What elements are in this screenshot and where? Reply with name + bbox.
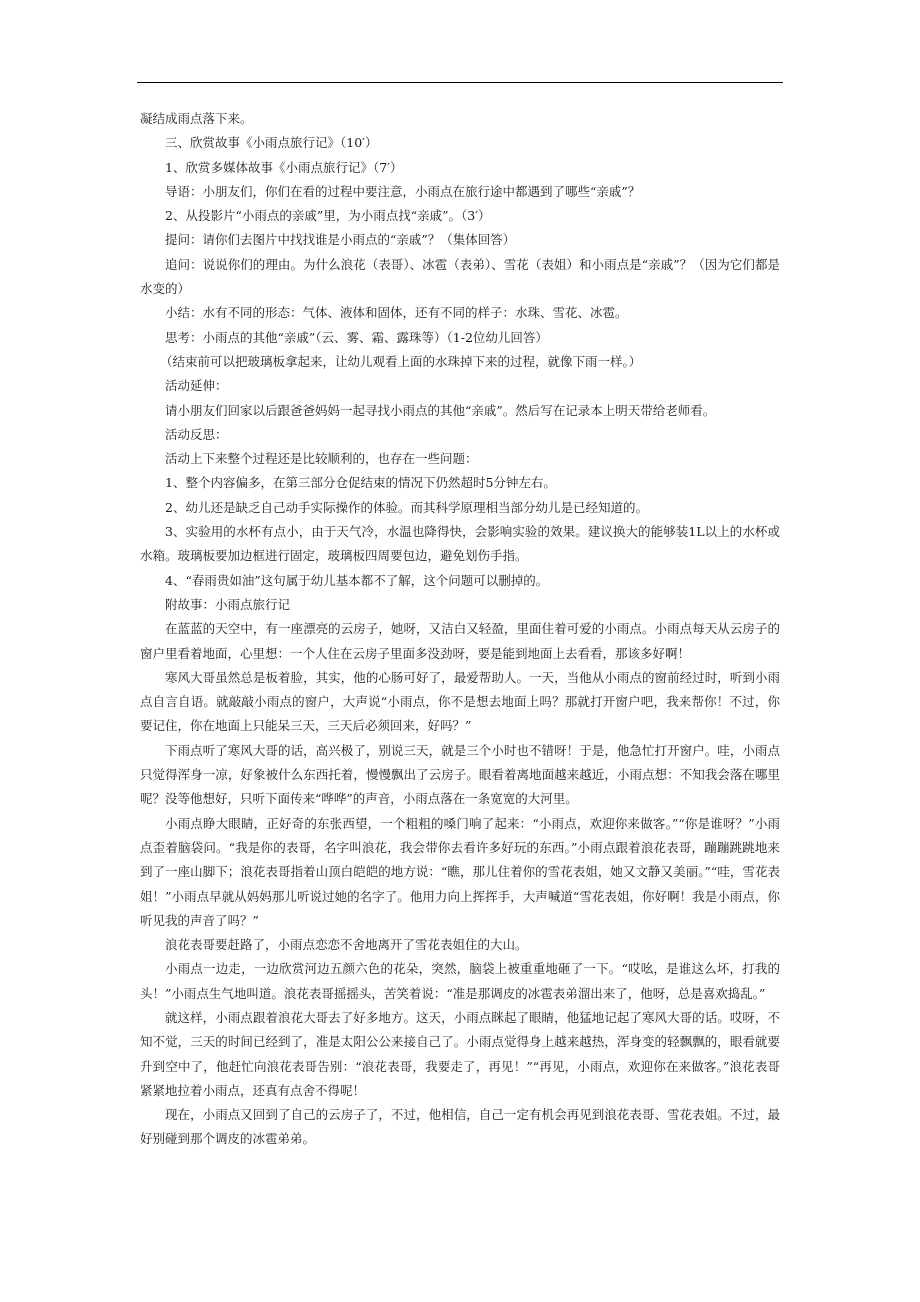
paragraph: 4、“春雨贵如油”这句属于幼儿基本都不了解，这个问题可以删掉的。: [165, 572, 549, 588]
paragraph: 小雨点一边走，一边欣赏河边五颜六色的花朵，突然，脑袋上被重重地砸了一下。“哎吆，是谁这么坏，打我的头！”小雨点生气地叫道。浪花表哥摇摇头，苦笑着说：“准是那调皮的冰雹表弟溜出来了，他呀，总是喜欢捣乱。”: [140, 961, 780, 1001]
paragraph: 小结：水有不同的形态：气体、液体和固体，还有不同的样子：水珠、雪花、冰雹。: [165, 305, 628, 321]
paragraph: 寒风大哥虽然总是板着脸，其实，他的心肠可好了，最爱帮助人。一天，当他从小雨点的窗前经过时，听到小雨点自言自语。就敲敲小雨点的窗户，大声说“小雨点，你不是想去地面上吗？那就打开窗户吧，我来帮你！不过，你要记住，你在地面上只能呆三天，三天后必须回来，好吗？”: [140, 669, 780, 734]
paragraph: 导语：小朋友们，你们在看的过程中要注意，小雨点在旅行途中都遇到了哪些“亲戚”？: [165, 183, 641, 199]
paragraph: 2、幼儿还是缺乏自己动手实际操作的体验。而其科学原理相当部分幼儿是已经知道的。: [165, 499, 648, 515]
paragraph: 就这样，小雨点跟着浪花大哥去了好多地方。这天，小雨点眯起了眼睛，他猛地记起了寒风大哥的话。哎呀，不知不觉，三天的时间已经到了，准是太阳公公来接自己了。小雨点觉得身上越来越热，浑身变的轻飘飘的，眼看就要升到空中了，他赶忙向浪花表哥告别：“浪花表哥，我要走了，再见！”“再见，小雨点，欢迎你在来做客。”浪花表哥紧紧地拉着小雨点，还真有点舍不得呢！: [140, 1009, 780, 1098]
paragraph: 思考：小雨点的其他“亲戚”（云、雾、霜、露珠等）（1-2位幼儿回答）: [165, 329, 548, 345]
paragraph: 凝结成雨点落下来。: [140, 111, 253, 126]
paragraph: 三、欣赏故事《小雨点旅行记》（10′）: [165, 135, 378, 151]
header-rule: [137, 82, 783, 83]
paragraph: 3、实验用的水杯有点小，由于天气冷，水温也降得快，会影响实验的效果。建议换大的能够装1L以上的水杯或水箱。玻璃板要加边框进行固定，玻璃板四周要包边，避免划伤手指。: [140, 524, 780, 564]
paragraph: 浪花表哥要赶路了，小雨点恋恋不舍地离开了雪花表姐住的大山。: [165, 937, 528, 953]
paragraph: 请小朋友们回家以后跟爸爸妈妈一起寻找小雨点的其他“亲戚”。然后写在记录本上明天带给老师看。: [165, 402, 716, 418]
paragraph: 小雨点睁大眼睛，正好奇的东张西望，一个粗粗的嗓门响了起来：“小雨点，欢迎你来做客。”“你是谁呀？”小雨点歪着脑袋问。“我是你的表哥，名字叫浪花，我会带你去看许多好玩的东西。”小雨点跟着浪花表哥，蹦蹦跳跳地来到了一座山脚下；浪花表哥指着山顶白皑皑的地方说：“瞧，那儿住着你的雪花表姐，她又文静又美丽。”“哇，雪花表姐！”小雨点早就从妈妈那儿听说过她的名字了。他用力向上挥挥手，大声喊道“雪花表姐，你好啊！我是小雨点，你听见我的声音了吗？”: [140, 815, 780, 928]
paragraph: 在蓝蓝的天空中，有一座漂亮的云房子，她呀，又洁白又轻盈，里面住着可爱的小雨点。小雨点每天从云房子的窗户里看着地面，心里想：一个人住在云房子里面多没劲呀，要是能到地面上去看看，那该多好啊！: [140, 621, 780, 661]
paragraph: 附故事：小雨点旅行记: [165, 596, 291, 612]
paragraph: 活动上下来整个过程还是比较顺利的，也存在一些问题：: [165, 451, 478, 467]
paragraph: 活动延伸：: [165, 378, 228, 394]
paragraph: 下雨点听了寒风大哥的话，高兴极了，别说三天，就是三个小时也不错呀！于是，他急忙打开窗户。哇，小雨点只觉得浑身一凉，好象被什么东西托着，慢慢飘出了云房子。眼看着离地面越来越近，小雨点想：不知我会落在哪里呢？没等他想好，只听下面传来“哗哗”的声音，小雨点落在一条宽宽的大河里。: [140, 742, 780, 807]
document-body: [140, 107, 780, 1152]
paragraph: 活动反思：: [165, 426, 228, 442]
paragraph: 2、从投影片“小雨点的亲戚”里，为小雨点找“亲戚”。（3′）: [165, 208, 491, 224]
paragraph: （结束前可以把玻璃板拿起来，让幼儿观看上面的水珠掉下来的过程，就像下雨一样。）: [160, 353, 642, 369]
paragraph: 追问：说说你们的理由。为什么浪花（表哥）、冰雹（表弟）、雪花（表姐）和小雨点是“亲戚”？（因为它们都是水变的）: [140, 256, 780, 297]
paragraph: 1、整个内容偏多，在第三部分仓促结束的情况下仍然超时5分钟左右。: [165, 475, 556, 491]
paragraph: 1、欣赏多媒体故事《小雨点旅行记》（7′）: [165, 159, 403, 175]
paragraph: 提问：请你们去图片中找找谁是小雨点的“亲戚”？（集体回答）: [165, 232, 516, 248]
paragraph: 现在，小雨点又回到了自己的云房子了，不过，他相信，自己一定有机会再见到浪花表哥、雪花表姐。不过，最好别碰到那个调皮的冰雹弟弟。: [140, 1107, 780, 1147]
